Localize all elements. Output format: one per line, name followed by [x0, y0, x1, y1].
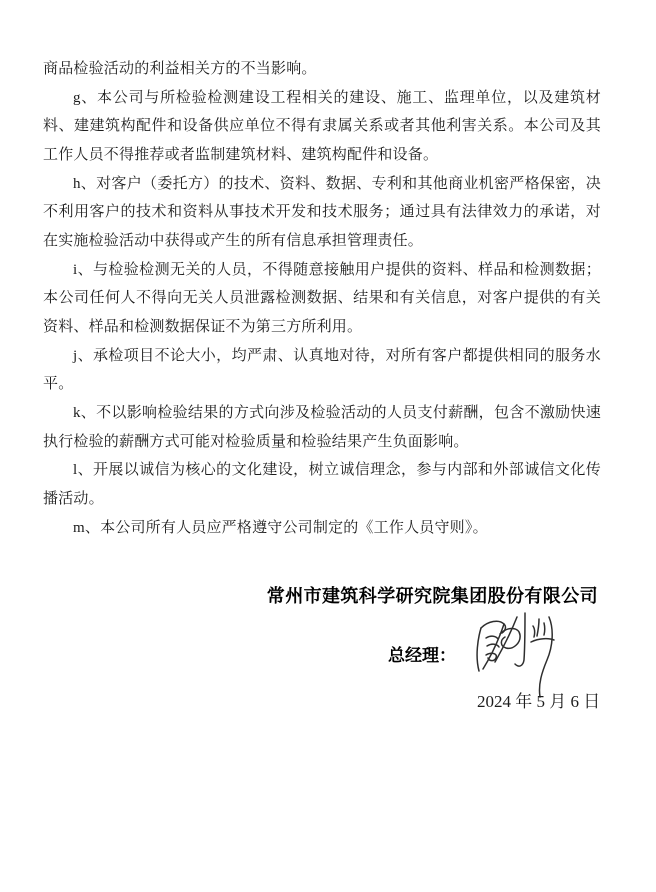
paragraph-h: h、对客户（委托方）的技术、资料、数据、专利和其他商业机密严格保密，决不利用客户的技术和资料从事技术开发和技术服务；通过具有法律效力的承诺，对在实施检验活动中获得或产生的所有信息承担管理责任。 — [43, 175, 601, 249]
document-body — [43, 55, 601, 542]
paragraph-j: j、承检项目不论大小，均严肃、认真地对待，对所有客户都提供相同的服务水平。 — [43, 347, 601, 393]
general-manager-label: 总经理： — [388, 646, 456, 665]
company-name: 常州市建筑科学研究院集团股份有限公司 — [266, 586, 598, 606]
paragraph-l: l、开展以诚信为核心的文化建设，树立诚信理念，参与内部和外部诚信文化传播活动。 — [43, 462, 601, 507]
paragraph-m: m、本公司所有人员应严格遵守公司制定的《工作人员守则》。 — [73, 519, 488, 536]
paragraph-continuation: 商品检验活动的利益相关方的不当影响。 — [43, 61, 317, 77]
signature-date: 2024 年 5 月 6 日 — [477, 692, 601, 711]
paragraph-i: i、与检验检测无关的人员，不得随意接触用户提供的资料、样品和检测数据；本公司任何人不得向无关人员泄露检测数据、结果和有关信息，对客户提供的有关资料、样品和检测数据保证不为第三方所利用。 — [43, 261, 601, 335]
paragraph-g: g、本公司与所检验检测建设工程相关的建设、施工、监理单位，以及建筑材料、建建筑构配件和设备供应单位不得有隶属关系或者其他利害关系。本公司及其工作人员不得推荐或者监制建筑材料、建筑构配件和设备。 — [43, 89, 601, 163]
paragraph-k: k、不以影响检验结果的方式向涉及检验活动的人员支付薪酬，包含不激励快速执行检验的薪酬方式可能对检验质量和检验结果产生负面影响。 — [43, 404, 601, 450]
